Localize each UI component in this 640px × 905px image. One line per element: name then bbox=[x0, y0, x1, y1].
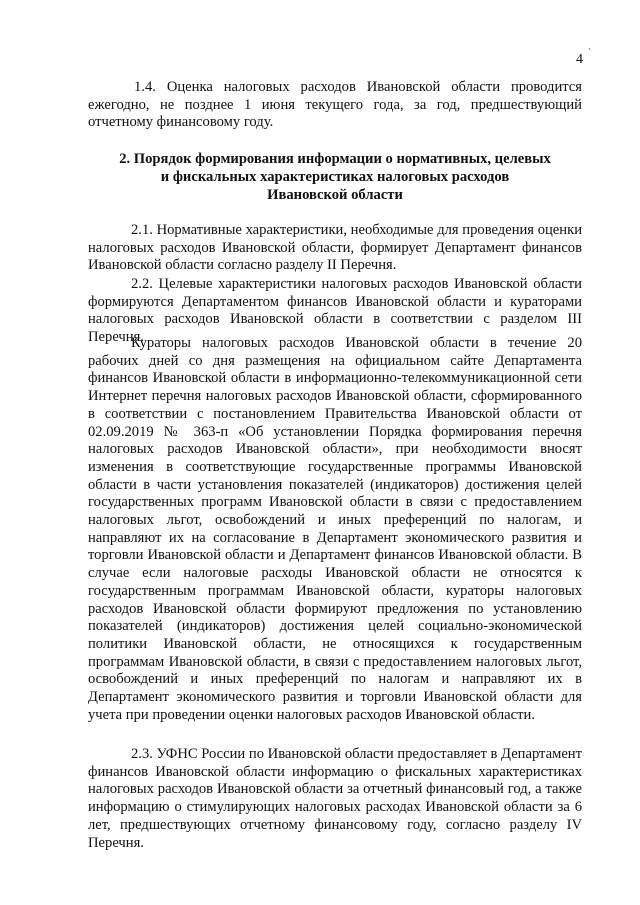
corner-mark: ˏ bbox=[588, 40, 591, 50]
section-heading-line-1: 2. Порядок формирования информации о нормативных, целевых bbox=[119, 151, 551, 167]
section-heading-line-3: Ивановской области bbox=[267, 187, 403, 203]
paragraph-curators: Кураторы налоговых расходов Ивановской области в течение 20 рабочих дней со дня размещения на официальном сайте Департамента финансов Ивановской области в информационно-телекоммуникационной сети Интернет перечня налоговых расходов Ивановской области, сформированного в соответствии с постановлением Правительства Ивановской области от 02.09.2019 № 363-п «Об установлении Порядка формирования перечня налоговых расходов Ивановской области», при необходимости вносят изменения в соответствующие государственные программы Ивановской области в части установления показателей (индикаторов) достижения целей государственных программ Ивановской области в связи с предоставлением налоговых льгот, освобождений и иных преференций по налогам, и направляют их на согласование в Департамент экономического развития и торговли Ивановской области и Департамент финансов Ивановской области. В случае если налоговые расходы Ивановской области не относятся к государственным программам Ивановской области, кураторы налоговых расходов Ивановской области формируют предложения по установлению показателей (индикаторов) достижения целей социально-экономической политики Ивановской области, не относящихся к государственным программам Ивановской области, в связи с предоставлением налоговых льгот, освобождений и иных преференций по налогам и направляют их в Департамент экономического развития и торговли Ивановской области для учета при проведении оценки налоговых расходов Ивановской области. bbox=[88, 335, 582, 723]
page-number: 4 bbox=[576, 52, 583, 67]
paragraph-1-4: 1.4. Оценка налоговых расходов Ивановской области проводится ежегодно, не позднее 1 июня текущего года, за год, предшествующий отчетному финансовому году. bbox=[88, 79, 582, 131]
paragraph-2-1: 2.1. Нормативные характеристики, необходимые для проведения оценки налоговых расходов Ивановской области, формирует Департамент финансов Ивановской области согласно разделу II Перечня. bbox=[88, 222, 582, 274]
section-heading-line-2: и фискальных характеристиках налоговых расходов bbox=[160, 169, 510, 185]
paragraph-2-2: 2.2. Целевые характеристики налоговых расходов Ивановской области формируются Департаментом финансов Ивановской области и кураторами налоговых расходов Ивановской области в соответствии с разделом III Перечня. bbox=[88, 276, 582, 346]
paragraph-2-3: 2.3. УФНС России по Ивановской области предоставляет в Департамент финансов Ивановской области информацию о фискальных характеристиках налоговых расходов Ивановской области за отчетный финансовый год, а также информацию о стимулирующих налоговых расходах Ивановской области за 6 лет, предшествующих отчетному финансовому году, согласно разделу IV Перечня. bbox=[88, 746, 582, 851]
